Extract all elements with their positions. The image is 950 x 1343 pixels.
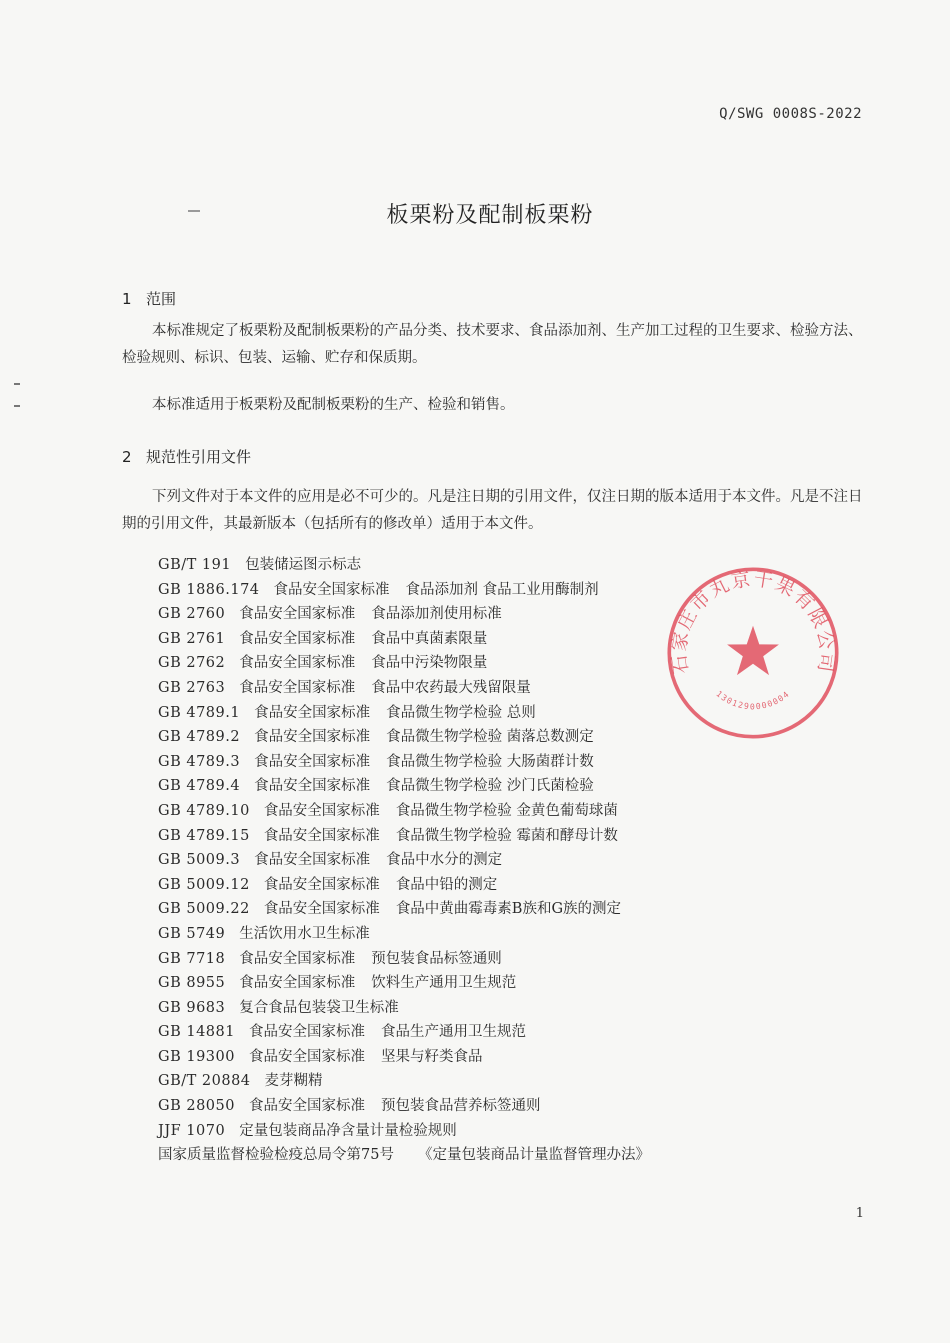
paragraph-text: 本标准适用于板栗粉及配制板栗粉的生产、检验和销售。 [152,397,515,413]
reference-title: 食品安全国家标准 [254,704,371,721]
reference-subtitle: 食品生产通用卫生规范 [380,1024,526,1041]
reference-title: 食品安全国家标准 [254,729,371,746]
reference-subtitle: 预包装食品营养标签通则 [380,1098,541,1115]
reference-code: GB 9683 [158,999,226,1016]
document-title: 板栗粉及配制板栗粉 [386,203,594,228]
section-number: 1 [122,290,132,308]
reference-title: 食品安全国家标准 [239,975,356,992]
seal-star-icon [727,626,779,675]
reference-title: 生活饮用水卫生标准 [239,925,370,942]
reference-code: GB/T 191 [158,557,232,573]
reference-code: GB 4789.1 [158,704,241,721]
reference-subtitle: 食品添加剂使用标准 [371,606,502,623]
reference-code: GB 8955 [158,975,226,992]
reference-code: GB/T 20884 [158,1073,251,1090]
reference-title: 食品安全国家标准 [263,802,380,819]
reference-title: 食品安全国家标准 [273,581,390,598]
reference-subtitle: 食品微生物学检验 沙门氏菌检验 [386,778,594,795]
reference-subtitle: 食品中农药最大残留限量 [371,679,531,696]
paragraph-text: 本标准规定了板栗粉及配制板栗粉的产品分类、技术要求、食品添加剂、生产加工过程的卫生要求、检验方法、检验规则、标识、包装、运输、贮存和保质期。 [122,323,863,366]
reference-title: 食品安全国家标准 [263,876,380,893]
reference-item [158,971,778,996]
paragraph-text: 下列文件对于本文件的应用是必不可少的。凡是注日期的引用文件，仅注日期的版本适用于本文件。凡是不注日期的引用文件，其最新版本（包括所有的修改单）适用于本文件。 [122,489,863,532]
scan-edge-mark [14,405,20,407]
company-seal-stamp [662,562,844,744]
reference-subtitle: 食品中真菌素限量 [371,630,488,647]
paragraph-scope-2 [122,392,867,419]
reference-item [158,1069,778,1094]
reference-item-decree [158,1143,778,1164]
reference-decree: 国家质量监督检验检疫总局令第75号 [158,1147,394,1164]
paragraph-scope-1 [122,318,867,372]
section-title: 范围 [146,290,177,308]
reference-item [158,824,778,849]
reference-item [158,996,778,1021]
reference-title: 食品安全国家标准 [254,778,371,795]
reference-title: 麦芽糊精 [264,1073,323,1090]
reference-code: GB 4789.4 [158,778,241,795]
reference-code: GB 7718 [158,950,226,967]
reference-title: 食品安全国家标准 [254,753,371,770]
reference-title: 食品安全国家标准 [239,655,356,672]
section-title: 规范性引用文件 [146,448,252,466]
reference-code: GB 2763 [158,679,226,696]
paragraph-references-intro [122,484,867,538]
reference-subtitle: 食品微生物学检验 金黄色葡萄球菌 [395,802,618,819]
reference-item [158,873,778,898]
reference-title: 食品安全国家标准 [263,827,380,844]
reference-code: GB 14881 [158,1024,235,1041]
reference-item [158,848,778,873]
reference-item [158,1020,778,1045]
reference-item [158,1094,778,1119]
reference-code: GB 4789.2 [158,729,241,746]
section-heading-scope [122,288,176,309]
reference-code: GB 2760 [158,606,226,623]
reference-item [158,947,778,972]
reference-subtitle: 食品中水分的测定 [386,852,503,869]
reference-subtitle: 食品添加剂 食品工业用酶制剂 [405,581,599,598]
reference-code: GB 5009.3 [158,852,241,869]
reference-code: GB 1886.174 [158,581,260,598]
reference-title: 食品安全国家标准 [239,950,356,967]
reference-title: 定量包装商品净含量计量检验规则 [239,1122,457,1139]
reference-code: GB 19300 [158,1048,235,1065]
reference-code: GB 4789.10 [158,802,250,819]
page-number: 1 [855,1206,864,1221]
reference-item [158,1045,778,1070]
reference-subtitle: 食品微生物学检验 菌落总数测定 [386,729,594,746]
reference-title: 食品安全国家标准 [248,1024,365,1041]
reference-code: GB 2762 [158,655,226,672]
reference-subtitle: 坚果与籽类食品 [380,1048,483,1065]
reference-subtitle: 食品中污染物限量 [371,655,488,672]
reference-item [158,922,778,947]
reference-subtitle: 食品微生物学检验 大肠菌群计数 [386,753,594,770]
reference-title: 食品安全国家标准 [254,852,371,869]
reference-subtitle: 食品微生物学检验 总则 [386,704,536,721]
reference-subtitle: 预包装食品标签通则 [371,950,502,967]
reference-code: GB 4789.15 [158,827,250,844]
reference-title: 食品安全国家标准 [248,1098,365,1115]
reference-title: 复合食品包装袋卫生标准 [239,999,399,1016]
reference-title: 包装储运图示标志 [245,557,362,573]
reference-title: 食品安全国家标准 [263,901,380,918]
reference-title: 食品安全国家标准 [239,630,356,647]
reference-code: JJF 1070 [158,1122,226,1139]
seal-company-text: 石家庄市丸京干果有限公司 [667,566,839,676]
reference-subtitle: 食品中黄曲霉毒素B族和G族的测定 [395,901,622,918]
reference-code: GB 5009.22 [158,901,250,918]
scan-edge-mark [14,383,20,385]
reference-subtitle: 饮料生产通用卫生规范 [371,975,517,992]
reference-subtitle: 食品中铅的测定 [395,876,498,893]
reference-item [158,1119,778,1144]
reference-code: GB 2761 [158,630,226,647]
reference-subtitle: 食品微生物学检验 霉菌和酵母计数 [395,827,618,844]
section-number: 2 [122,448,132,466]
reference-item [158,799,778,824]
reference-item [158,897,778,922]
reference-item [158,750,778,775]
reference-code: GB 5749 [158,925,226,942]
document-code: Q/SWG 0008S-2022 [719,106,862,122]
reference-title: 食品安全国家标准 [248,1048,365,1065]
reference-title: 食品安全国家标准 [239,679,356,696]
seal-number-text: 1301290000004 [714,688,792,712]
reference-title: 食品安全国家标准 [239,606,356,623]
reference-code: GB 5009.12 [158,876,250,893]
reference-item [158,774,778,799]
reference-code: GB 4789.3 [158,753,241,770]
section-heading-references [122,446,251,467]
reference-decree-title: 《定量包装商品计量监督管理办法》 [417,1147,650,1164]
reference-code: GB 28050 [158,1098,235,1115]
